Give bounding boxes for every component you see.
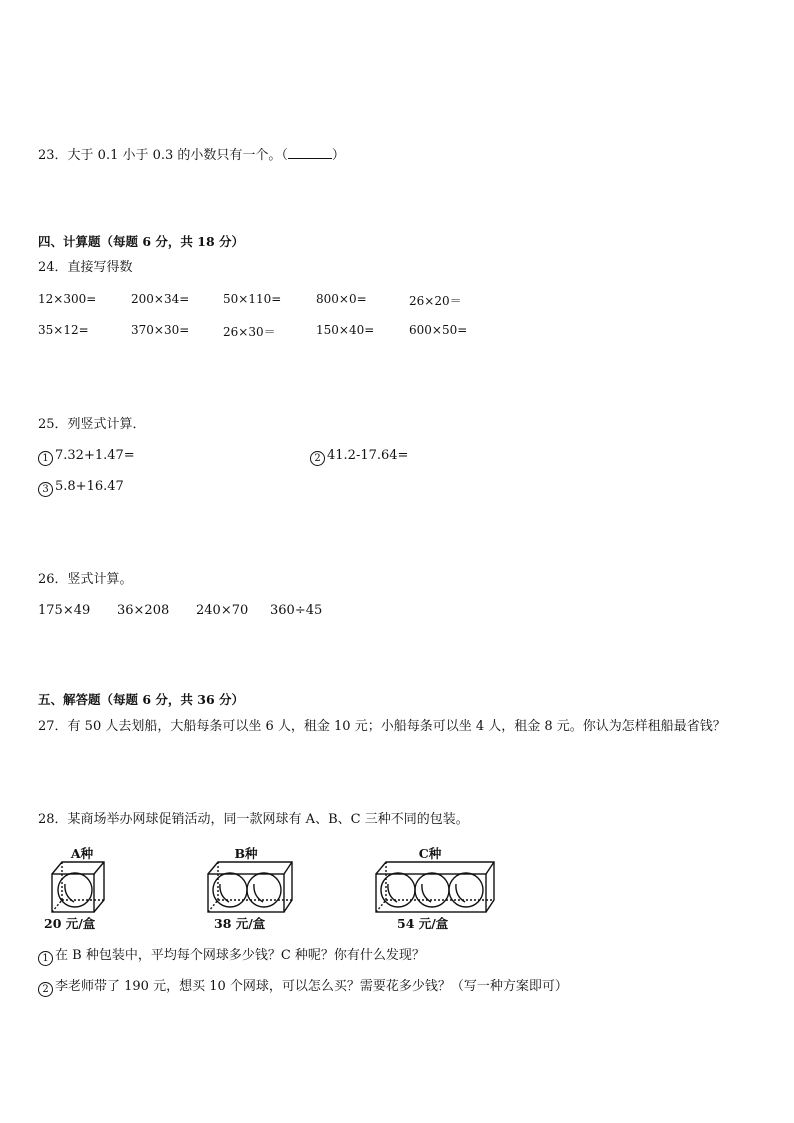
box-b-illustration	[204, 858, 296, 914]
question-24-title: 24．直接写得数	[38, 260, 133, 275]
question-28-sub-1-text: 在 B 种包装中，平均每个网球多少钱？C 种呢？你有什么发现？	[55, 948, 425, 963]
question-28-sub-1	[38, 948, 425, 966]
question-23-text: 23．大于 0.1 小于 0.3 的小数只有一个。（	[38, 148, 288, 163]
vertical-calc-expression: 7.32+1.47=	[55, 448, 135, 463]
box-a-illustration	[48, 858, 108, 914]
circled-number-icon: 1	[38, 451, 53, 466]
box-a-price: 20 元/盒	[44, 916, 96, 931]
vertical-calc-item: 175×49	[38, 603, 91, 618]
vertical-calc-item: 240×70	[196, 603, 249, 618]
question-23	[38, 146, 345, 164]
question-25-title: 25．列竖式计算．	[38, 417, 146, 432]
answer-blank[interactable]	[288, 146, 332, 159]
box-a-label: A种	[70, 846, 94, 861]
box-b-price: 38 元/盒	[214, 916, 266, 931]
box-c-price: 54 元/盒	[397, 916, 449, 931]
circled-number-icon: 3	[38, 482, 53, 497]
calc-item: 200×34=	[131, 292, 190, 306]
question-28: 28．某商场举办网球促销活动，同一款网球有 A、B、C 三种不同的包装。	[38, 812, 469, 827]
question-28-sub-2-text: 李老师带了 190 元，想买 10 个网球，可以怎么买？需要花多少钱？（写一种方案即可）	[55, 979, 568, 994]
box-c-label: C种	[418, 846, 442, 861]
question-25-item-1	[38, 448, 135, 466]
question-26-title: 26．竖式计算。	[38, 572, 133, 587]
calc-item: 12×300=	[38, 292, 97, 306]
calc-item: 600×50=	[409, 323, 468, 337]
circled-number-icon: 2	[310, 451, 325, 466]
calc-item: 50×110=	[223, 292, 282, 306]
vertical-calc-item: 36×208	[117, 603, 170, 618]
circled-number-icon: 2	[38, 982, 53, 997]
vertical-calc-expression: 5.8+16.47	[55, 479, 124, 494]
calc-item: 26×20＝	[409, 294, 462, 308]
vertical-calc-item: 360÷45	[270, 603, 323, 618]
question-23-close: ）	[331, 148, 345, 163]
box-c-illustration	[372, 858, 498, 914]
question-27: 27．有 50 人去划船，大船每条可以坐 6 人，租金 10 元；小船每条可以坐 4 人，租金 8 元。你认为怎样租船最省钱？	[38, 719, 726, 734]
calc-item: 26×30＝	[223, 325, 276, 339]
calc-item: 800×0=	[316, 292, 367, 306]
question-28-sub-2	[38, 979, 568, 997]
question-25-item-3	[38, 479, 124, 497]
calc-item: 35×12=	[38, 323, 89, 337]
section-5-title: 五、解答题（每题 6 分，共 36 分）	[38, 692, 245, 707]
question-25-item-2	[310, 448, 408, 466]
calc-item: 370×30=	[131, 323, 190, 337]
calc-item: 150×40=	[316, 323, 375, 337]
vertical-calc-expression: 41.2-17.64=	[327, 448, 409, 463]
section-4-title: 四、计算题（每题 6 分，共 18 分）	[38, 234, 245, 249]
circled-number-icon: 1	[38, 951, 53, 966]
box-b-label: B种	[234, 846, 258, 861]
